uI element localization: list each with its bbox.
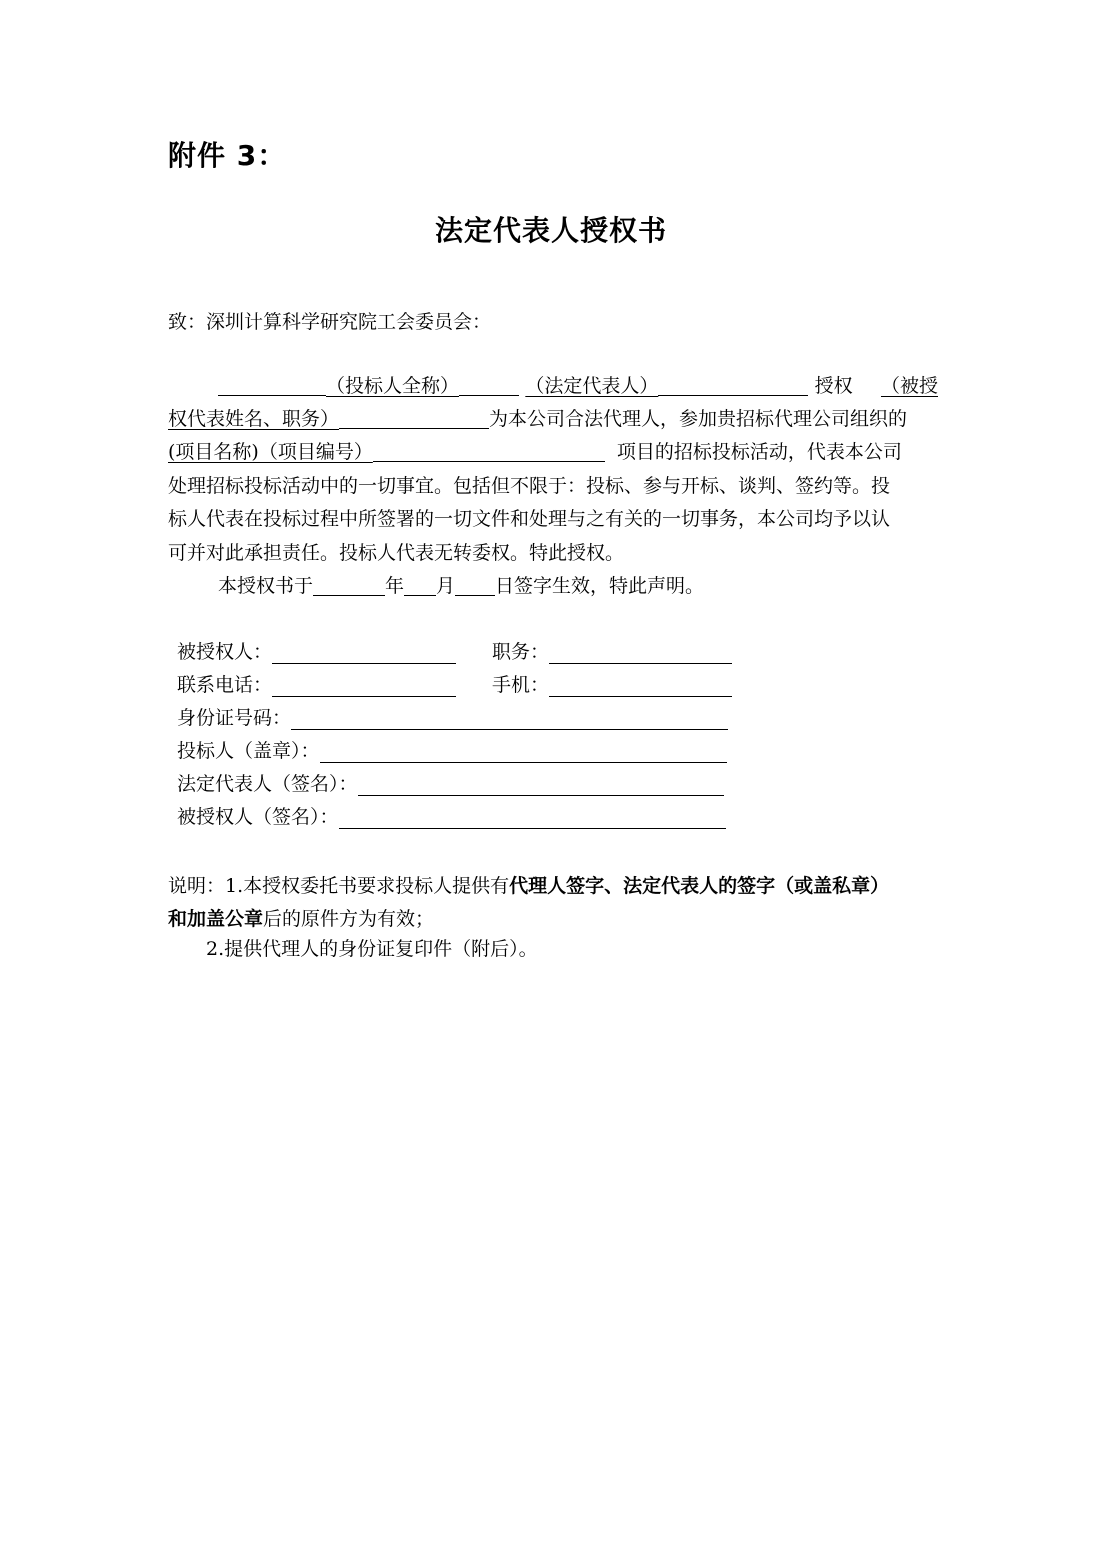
- authorized-name-blank[interactable]: [339, 406, 489, 429]
- note-item-2: 2.提供代理人的身份证复印件（附后）。: [206, 938, 538, 960]
- note-prefix: 说明：1.本授权委托书要求投标人提供有: [168, 875, 510, 897]
- form-row-legal-rep-sign: [177, 769, 724, 802]
- authorization-line-2: [168, 403, 938, 437]
- authorization-line-1: [168, 370, 938, 404]
- legal-rep-field-group: [525, 370, 808, 404]
- authorized-name-field-end[interactable]: 权代表姓名、职务）: [168, 408, 340, 430]
- project-name-number-field[interactable]: (项目名称)（项目编号）: [168, 441, 373, 463]
- authorize-word: 授权: [814, 375, 853, 397]
- form-row-mobile: [492, 670, 732, 703]
- legal-rep-sign-label: 法定代表人（签名）：: [177, 773, 358, 795]
- day-blank[interactable]: [455, 573, 495, 596]
- phone-label: 联系电话：: [177, 674, 273, 696]
- year-label: 年: [385, 575, 405, 597]
- authorization-line-3: [168, 436, 938, 470]
- mobile-label: 手机：: [492, 674, 550, 696]
- project-activity-text: 项目的招标投标活动，代表本公司: [616, 441, 902, 463]
- form-row-bidder-seal: [177, 736, 727, 769]
- position-label: 职务：: [492, 641, 550, 663]
- month-label: 月: [436, 575, 456, 597]
- note-suffix: 后的原件方为有效；: [263, 908, 435, 930]
- position-input-line[interactable]: [549, 641, 732, 664]
- bidder-seal-input-line[interactable]: [320, 740, 727, 763]
- form-row-authorized-person: [177, 637, 456, 670]
- document-title: 法定代表人授权书: [434, 214, 667, 247]
- authorization-line-4: 处理招标投标活动中的一切事宜。包括但不限于：投标、参与开标、谈判、签约等。投: [168, 475, 891, 497]
- note-bold-requirement: 代理人签字、法定代表人的签字（或盖私章）: [509, 875, 890, 897]
- authorized-sign-label: 被授权人（签名）：: [177, 806, 339, 828]
- id-number-input-line[interactable]: [291, 707, 728, 730]
- phone-input-line[interactable]: [272, 674, 456, 697]
- note-line-1: [168, 870, 938, 903]
- form-row-id-number: [177, 703, 728, 736]
- day-suffix: 日签字生效，特此声明。: [495, 575, 705, 597]
- note-bold-seal: 和加盖公章: [168, 908, 264, 930]
- authorized-person-input-line[interactable]: [272, 641, 456, 664]
- id-number-label: 身份证号码：: [177, 707, 292, 729]
- authorization-line-6: 可并对此承担责任。投标人代表无转委权。特此授权。: [168, 542, 625, 564]
- legal-rep-field[interactable]: （法定代表人）: [525, 375, 659, 397]
- project-blank[interactable]: [373, 439, 605, 462]
- authorized-name-field-start[interactable]: （被授: [880, 375, 938, 397]
- authorization-line-5: 标人代表在投标过程中所签署的一切文件和处理与之有关的一切事务，本公司均予以认: [168, 508, 891, 530]
- bidder-seal-label: 投标人（盖章）：: [177, 740, 320, 762]
- authorized-sign-input-line[interactable]: [339, 806, 726, 829]
- year-blank[interactable]: [313, 573, 385, 596]
- form-row-position: [492, 637, 732, 670]
- addressee-line: 致：深圳计算科学研究院工会委员会：: [168, 311, 492, 333]
- note-line-2: [168, 903, 938, 936]
- authorized-person-label: 被授权人：: [177, 641, 273, 663]
- appoint-text: 为本公司合法代理人，参加贵招标代理公司组织的: [489, 408, 908, 430]
- form-row-phone: [177, 670, 456, 703]
- bidder-name-blank-tail[interactable]: [459, 373, 519, 396]
- legal-rep-sign-input-line[interactable]: [358, 773, 724, 796]
- effective-date-line: [168, 570, 938, 604]
- bidder-fullname-field[interactable]: （投标人全称）: [326, 375, 460, 397]
- month-blank[interactable]: [404, 573, 436, 596]
- attachment-label: 附件 3：: [168, 139, 287, 172]
- effective-prefix: 本授权书于: [218, 575, 314, 597]
- legal-rep-blank[interactable]: [658, 373, 808, 396]
- mobile-input-line[interactable]: [549, 674, 732, 697]
- bidder-name-blank[interactable]: [218, 373, 326, 396]
- form-row-authorized-sign: [177, 802, 726, 835]
